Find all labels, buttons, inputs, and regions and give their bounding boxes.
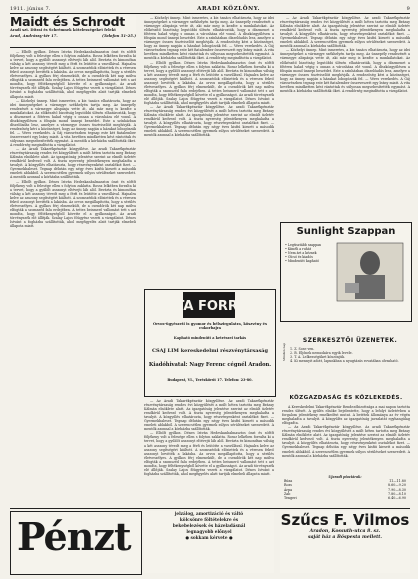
- editorial-note: 4. Ki mennyit adott, lapunkban a nyugtázás rovatában olvasható.: [290, 359, 399, 364]
- loans-line: bekebelezések és házeladásnál: [172, 523, 246, 528]
- article-col1-cont: — Közhelyi ünnep. Mint ismeretes, a kir. tanács elhatározta, hogy az idei ünnepségeket a vármegye székhelyén tartja meg. Az ünnepély rendezését a vármegye alispánja vette át, aki már meg is kezdte a munkálatokat. Az előkészítő bizottság legutóbbi ülésén elhatározták, hogy a díszmenet a főtéren halad végig s onnan a városháza elé vonul. A díszközgyűlésen a főispán mond ünnepi beszédet. Este a színházban díszelőadás lesz, amelyre a vármegye összes tisztviselőit meghívják. A rendezőség kéri a közönséget, hogy az ünnep napján a házakat lobogózzák fel. — Véres verekedés. A Gáj városrészben tegnap este két fiatalember összeveszett egy leány miatt. A vita hevében mindketten kést rántottak és súlyosan megsebesítették egymást. A mentők a kórházba szállították őket. A rendőrség megindította a vizsgálatot.: [10, 98, 136, 148]
- editorial-note: 3. T. A. Lelkességüket köszönjük.: [290, 355, 346, 360]
- sunlight-bullet: • Legtisztább szappan: [285, 243, 337, 247]
- sunlight-illustration: [337, 243, 403, 301]
- price-row: [284, 496, 406, 500]
- sunlight-bullets: [285, 243, 337, 263]
- section-economy: KÖZGAZDASÁG ÉS KÖZLEKEDÉS.: [289, 395, 403, 401]
- ad-maidt-name: Maidt és Schrodt: [10, 14, 125, 29]
- article-col1-cont3: — Elbőlt gyilkos. Dénes István Hedeskanbalmasztos önst és sófélt följékeny volt a felesége ellen s folyton zaklatta. Rossz lelkében forralta ki a tervet, hogy a gyűlölt asszonyt eltévejti láb alól. Bevárta és kimondtan válság a két asszony tévedt meg a férfi és leütötte a vasvillával. Hajnalra kelve az asszony segítségért kiáltott. A szomszédok elősiettek és a véresen fekvő asszonyt bevitték a lakásba. Az orvos megállapította, hogy a sérülés életveszélyes. A gyilkos férj elmenekült, de a csendőrök két nap múlva elfogták a szomszéd falu erdejében. A tettes beismerő vallomást tett s azt mondta, hogy féltékenységből követte el a gyilkosságot. Az aradi törvényszék elé állítják. Szalay Lajos főügyész vezeti a vizsgálatot. Dénes Istvánt a fogházba szállították, ahol megfigyelés alatt tartják elmebeli állapota miatt.: [10, 179, 136, 229]
- price-value: 7.90—8.30: [388, 487, 406, 492]
- ad-rule: [10, 47, 136, 48]
- ad-maidt-address-left: Arad, Andrássy-tér 17.: [10, 32, 58, 38]
- vita-line-4: Kiadóhivatal: Nagy Ferenc cégnél Aradon.: [148, 362, 272, 368]
- loans-line: jelzálog, amortizáció és váltó: [174, 511, 244, 516]
- ad-sunlight: [280, 222, 412, 322]
- article-col3-cont: — Közhelyi ünnep. Mint ismeretes, a kir. tanács elhatározta, hogy az idei ünnepségeket a vármegye székhelyén tartja meg. Az ünnepély rendezését a vármegye alispánja vette át, aki már meg is kezdte a munkálatokat. Az előkészítő bizottság legutóbbi ülésén elhatározták, hogy a díszmenet a főtéren halad végig s onnan a városháza elé vonul. A díszközgyűlésen a főispán mond ünnepi beszédet. Este a színházban díszelőadás lesz, amelyre a vármegye összes tisztviselőit meghívják. A rendezőség kéri a közönséget, hogy az ünnep napján a házakat lobogózzák fel. — Véres verekedés. A Gáj városrészben tegnap este két fiatalember összeveszett egy leány miatt. A vita hevében mindketten kést rántottak és súlyosan megsebesítették egymást. A mentők a kórházba szállították őket. A rendőrség megindította a vizsgálatot.: [280, 48, 410, 93]
- vita-line-2: Kapható mindenütt a ketrészei tarkás: [173, 336, 247, 340]
- newspaper-page: [4, 3, 414, 577]
- price-item: Búza: [284, 479, 293, 484]
- vita-line-3: CSAJ LIM kereskedelmi részvénytársaság: [151, 348, 269, 354]
- penzt-headline: Pénzt: [17, 514, 131, 559]
- ad-loans: [144, 511, 274, 573]
- article-col3: — Az Aradi Takarékpénztár közgyűlése. Az aradi Takarékpénztár részvénytársaság rendes évi közgyűlését a múlt héten tartotta meg Brázay Kálmán elnöklete alatt. Az igazgatóság jelentése szerint az elmúlt üzletév rendkívül kedvező volt. A tiszta nyereség jelentékenyen meghaladta a tavalyit. A közgyűlés elhatározta, hogy részvényenként osztalékot fizet. — Gyermekbaleset. Tegnap délután egy négy éves kisfiú kiesett a második emeleti ablakból. A szerencsétlen gyermek súlyos sérüléseket szenvedett. A mentők azonnal a kórházba szállították.: [280, 16, 410, 49]
- sunlight-title: Sunlight Szappan: [296, 226, 396, 237]
- page-number: 9: [406, 6, 410, 12]
- article-col2-lower-cont: — Elbőlt gyilkos. Dénes István Hedeskanbalmasztos önst és sófélt följékeny volt a felesége ellen s folyton zaklatta. Rossz lelkében forralta ki a tervet, hogy a gyűlölt asszonyt eltévejti láb alól. Bevárta és kimondtan válság a két asszony tévedt meg a férfi és leütötte a vasvillával. Hajnalra kelve az asszony segítségért kiáltott. A szomszédok elősiettek és a véresen fekvő asszonyt bevitték a lakásba. Az orvos megállapította, hogy a sérülés életveszélyes. A gyilkos férj elmenekült, de a csendőrök két nap múlva elfogták a szomszéd falu erdejében. A tettes beismerő vallomást tett s azt mondta, hogy féltékenységből követte el a gyilkosságot. Az aradi törvényszék elé állítják. Szalay Lajos főügyész vezeti a vizsgálatot. Dénes Istvánt a fogházba szállították, ahol megfigyelés alatt tartják elmebeli állapota miatt.: [144, 431, 274, 476]
- price-item: Tengeri: [284, 496, 297, 501]
- editorial-note: 2. B. Eljőnek nemsokára egyik levele.: [290, 351, 353, 356]
- price-value: 7.80—8.10: [388, 491, 406, 496]
- economy-article-cont: — Az Aradi Takarékpénztár közgyűlése. Az aradi Takarékpénztár részvénytársaság rendes évi közgyűlését a múlt héten tartotta meg Brázay Kálmán elnöklete alatt. Az igazgatóság jelentése szerint az elmúlt üzletév rendkívül kedvező volt. A tiszta nyereség jelentékenyen meghaladta a tavalyit. A közgyűlés elhatározta, hogy részvényenként osztalékot fizet. — Gyermekbaleset. Tegnap délután egy négy éves kisfiú kiesett a második emeleti ablakból. A szerencsétlen gyermek súlyos sérüléseket szenvedett. A mentők azonnal a kórházba szállították.: [282, 425, 410, 458]
- article-col1: — Elbőlt gyilkos. Dénes István Hedeskanbalmasztos önst és sófélt följékeny volt a felesége ellen s folyton zaklatta. Rossz lelkében forralta ki a tervet, hogy a gyűlölt asszonyt eltévejti láb alól. Bevárta és kimondtan válság a két asszony tévedt meg a férfi és leütötte a vasvillával. Hajnalra kelve az asszony segítségért kiáltott. A szomszédok elősiettek és a véresen fekvő asszonyt bevitték a lakásba. Az orvos megállapította, hogy a sérülés életveszélyes. A gyilkos férj elmenekült, de a csendőrök két nap múlva elfogták a szomszéd falu erdejében. A tettes beismerő vallomást tett s azt mondta, hogy féltékenységből követte el a gyilkosságot. Az aradi törvényszék elé állítják. Szalay Lajos főügyész vezeti a vizsgálatot. Dénes Istvánt a fogházba szállították, ahol megfigyelés alatt tartják elmebeli állapota miatt.: [10, 50, 136, 99]
- price-item: Árpa: [284, 487, 293, 492]
- ad-maidt-address-right: (Telefon 51-25.): [102, 32, 136, 38]
- issue-date: 1911. június 7.: [10, 6, 51, 12]
- column-3: [280, 16, 410, 218]
- loans-line: kölcsönre föltételekre és: [179, 517, 239, 522]
- column-2-lower: [144, 399, 274, 507]
- sunlight-bullet: • Kíméli a ruhát: [285, 247, 337, 251]
- loans-line: ● sokkam kérvete ●: [185, 535, 233, 540]
- column-1: [10, 50, 136, 507]
- sunlight-bullet: • Nem árt a kéznek: [285, 251, 337, 255]
- ad-szucs: [280, 511, 410, 573]
- ad-maidt-address: [10, 33, 136, 38]
- price-value: 8.60—9.20: [388, 483, 406, 488]
- sunlight-bullet: • Mindenütt kapható: [285, 259, 337, 263]
- market-prices: [284, 475, 406, 500]
- sunlight-bullet: • Olcsó és kiadós: [285, 255, 337, 259]
- ad-maidt-schrodt: [10, 15, 136, 45]
- price-value: 11—11.80: [389, 479, 406, 484]
- bottom-rule: [10, 508, 410, 509]
- vita-line-1: Orvos-ügyészeti is gyomor és bélszirgulatra, köszvény és cukorbajra: [153, 322, 267, 330]
- szucs-line-1: Aradon, Kossuth-utca 8. sz.: [309, 529, 381, 534]
- article-col2-cont: — Elbőlt gyilkos. Dénes István Hedeskanbalmasztos önst és sófélt följékeny volt a felesége ellen s folyton zaklatta. Rossz lelkében forralta ki a tervet, hogy a gyűlölt asszonyt eltévejti láb alól. Bevárta és kimondtan válság a két asszony tévedt meg a férfi és leütötte a vasvillával. Hajnalra kelve az asszony segítségért kiáltott. A szomszédok elősiettek és a véresen fekvő asszonyt bevitték a lakásba. Az orvos megállapította, hogy a sérülés életveszélyes. A gyilkos férj elmenekült, de a csendőrök két nap múlva elfogták a szomszéd falu erdejében. A tettes beismerő vallomást tett s azt mondta, hogy féltékenységből követte el a gyilkosságot. Az aradi törvényszék elé állítják. Szalay Lajos főügyész vezeti a vizsgálatot. Dénes Istvánt a fogházba szállították, ahol megfigyelés alatt tartják elmebeli állapota miatt.: [144, 60, 274, 105]
- szucs-line-2: saját ház a Böspesta mellett.: [307, 535, 382, 540]
- price-value: 6.40—6.90: [388, 496, 406, 501]
- szucs-name: Szűcs F. Vilmos: [280, 511, 410, 529]
- side-tag: Minden nap: [282, 342, 286, 361]
- article-col2-lower: — Az Aradi Takarékpénztár közgyűlése. Az aradi Takarékpénztár részvénytársaság rendes évi közgyűlését a múlt héten tartotta meg Brázay Kálmán elnöklete alatt. Az igazgatóság jelentése szerint az elmúlt üzletév rendkívül kedvező volt. A tiszta nyereség jelentékenyen meghaladta a tavalyit. A közgyűlés elhatározta, hogy részvényenként osztalékot fizet. — Gyermekbaleset. Tegnap délután egy négy éves kisfiú kiesett a második emeleti ablakból. A szerencsétlen gyermek súlyos sérüléseket szenvedett. A mentők azonnal a kórházba szállították.: [144, 399, 274, 432]
- masthead: [10, 3, 410, 12]
- section-editorial-notes: SZERKESZTŐI ÜZENETEK.: [302, 337, 398, 344]
- editorial-note: 1. Z. Sose ven.: [290, 347, 315, 351]
- ad-vita-forras: [144, 289, 276, 397]
- article-col1-cont2: — Az Aradi Takarékpénztár közgyűlése. Az aradi Takarékpénztár részvénytársaság rendes évi közgyűlését a múlt héten tartotta meg Brázay Kálmán elnöklete alatt. Az igazgatóság jelentése szerint az elmúlt üzletév rendkívül kedvező volt. A tiszta nyereség jelentékenyen meghaladta a tavalyit. A közgyűlés elhatározta, hogy részvényenként osztalékot fizet. — Gyermekbaleset. Tegnap délután egy négy éves kisfiú kiesett a második emeleti ablakból. A szerencsétlen gyermek súlyos sérüléseket szenvedett. A mentők azonnal a kórházba szállították.: [10, 147, 136, 180]
- ad-maidt-subtitle: Aradi szt. Ditrai és Schrémnek kötelességeket felekt: [10, 28, 116, 32]
- economy-text: [282, 405, 410, 469]
- ad-penzt: [10, 511, 142, 575]
- prices-title: Ujaradi piaciárak:: [328, 475, 362, 479]
- vita-line-5: Budapest, VI., Terézkörút 17. Telefon: 23-80.: [167, 378, 253, 382]
- vita-forras-logo: [160, 292, 258, 318]
- economy-article: A Kereskedelmi Takarékpénztár Rendezőbizottsága a mai napon tartotta rendes ülését. A gyűlés elnöke bejelentette, hogy a lefolyt üzletévben a forgalom jelentékeny emelkedést mutat. A betétek állománya az év végén meghaladta a tavalyit. A közgyűlés az igazgatóság javaslatát egyhangúlag elfogadta.: [282, 405, 410, 426]
- price-item: Zab: [284, 491, 291, 496]
- article-col2: — Közhelyi ünnep. Mint ismeretes, a kir. tanács elhatározta, hogy az idei ünnepségeket a vármegye székhelyén tartja meg. Az ünnepély rendezését a vármegye alispánja vette át, aki már meg is kezdte a munkálatokat. Az előkészítő bizottság legutóbbi ülésén elhatározták, hogy a díszmenet a főtéren halad végig s onnan a városháza elé vonul. A díszközgyűlésen a főispán mond ünnepi beszédet. Este a színházban díszelőadás lesz, amelyre a vármegye összes tisztviselőit meghívják. A rendezőség kéri a közönséget, hogy az ünnep napján a házakat lobogózzák fel. — Véres verekedés. A Gáj városrészben tegnap este két fiatalember összeveszett egy leány miatt. A vita hevében mindketten kést rántottak és súlyosan megsebesítették egymást. A mentők a kórházba szállították őket. A rendőrség megindította a vizsgálatot.: [144, 16, 274, 61]
- article-col2-cont2: — Az Aradi Takarékpénztár közgyűlése. Az aradi Takarékpénztár részvénytársaság rendes évi közgyűlését a múlt héten tartotta meg Brázay Kálmán elnöklete alatt. Az igazgatóság jelentése szerint az elmúlt üzletév rendkívül kedvező volt. A tiszta nyereség jelentékenyen meghaladta a tavalyit. A közgyűlés elhatározta, hogy részvényenként osztalékot fizet. — Gyermekbaleset. Tegnap délután egy négy éves kisfiú kiesett a második emeleti ablakból. A szerencsétlen gyermek súlyos sérüléseket szenvedett. A mentők azonnal a kórházba szállították.: [144, 105, 274, 138]
- vita-logo-text: VITA FORRÁS: [160, 299, 258, 314]
- column-2: [144, 16, 274, 286]
- paper-title: ARADI KÖZLÖNY.: [197, 6, 261, 12]
- loans-line: legnagyobb előnyel: [186, 529, 232, 534]
- editorial-notes-list: [290, 347, 410, 387]
- price-item: Rozs: [284, 483, 292, 488]
